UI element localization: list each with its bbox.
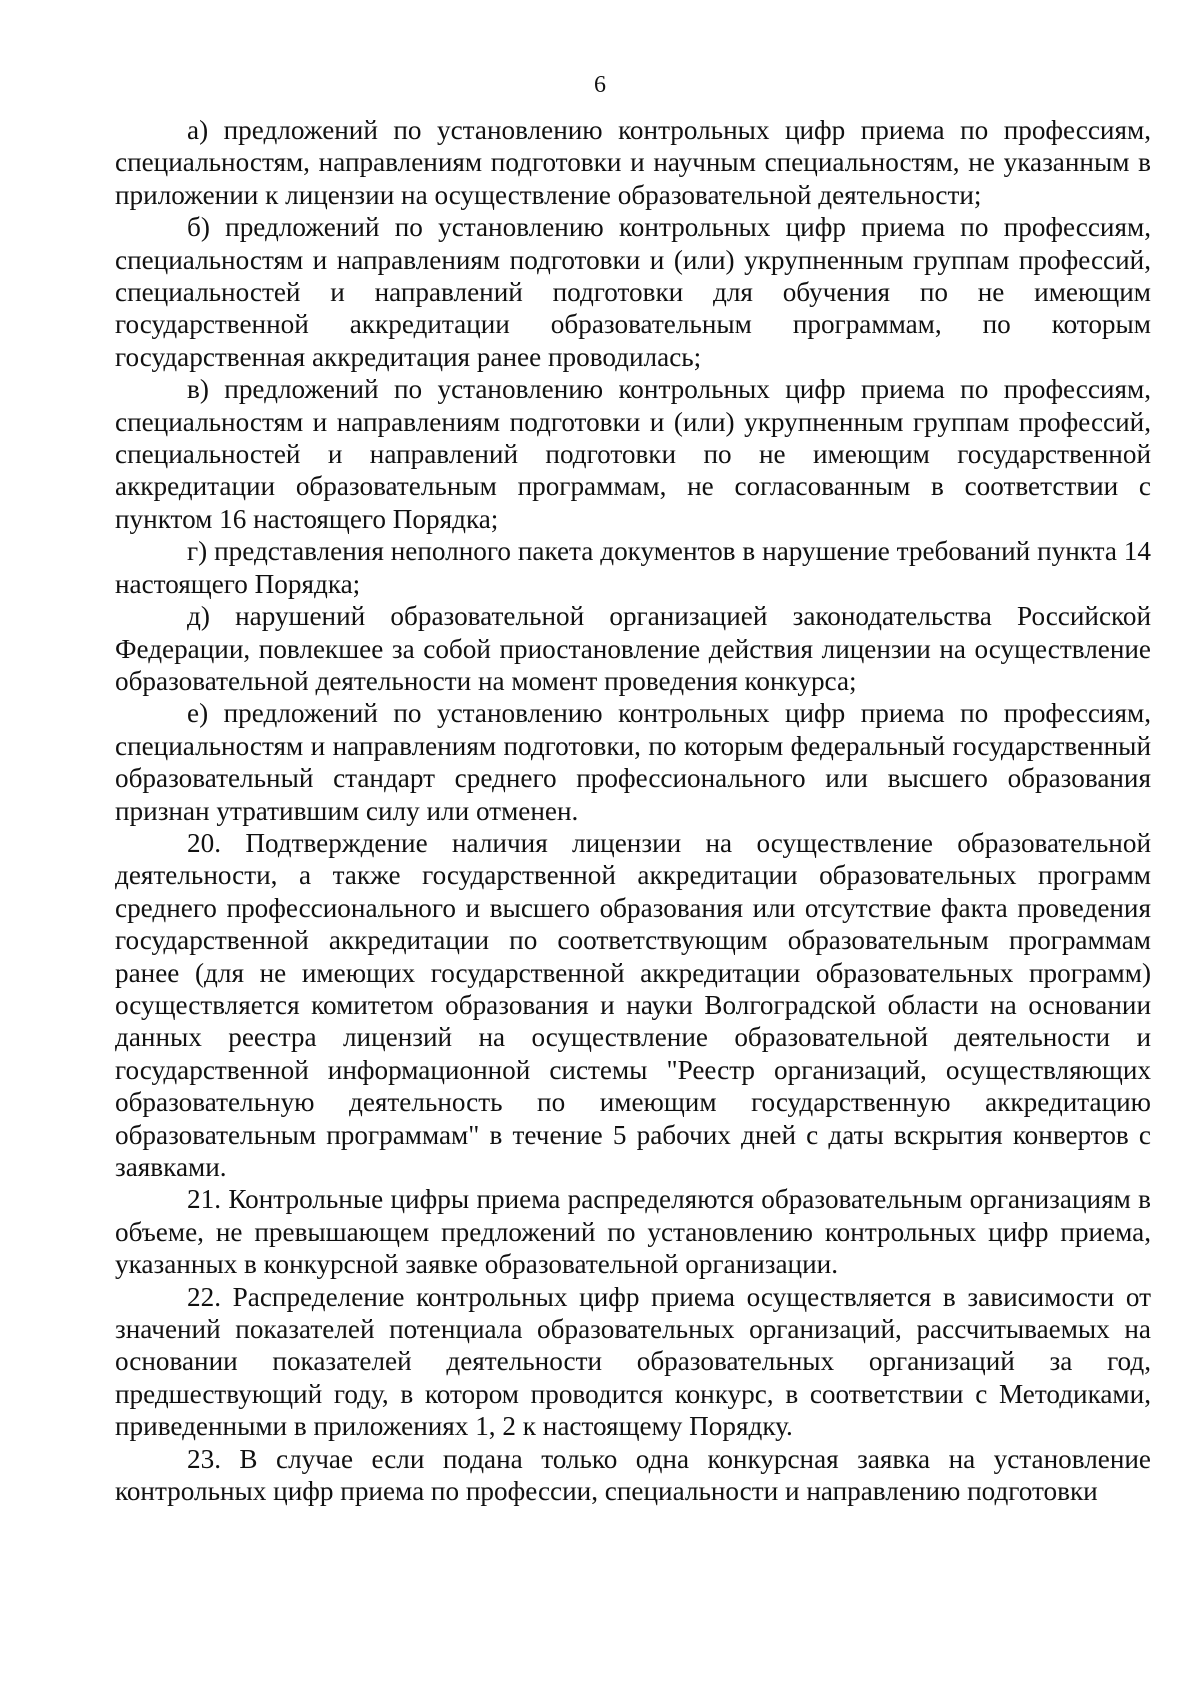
- document-body: [115, 114, 1151, 1507]
- paragraph-clause-23: 23. В случае если подана только одна конкурсная заявка на установление контрольных цифр приема по профессии, специальности и направлению подготовки: [115, 1443, 1151, 1507]
- paragraph-item-v: в) предложений по установлению контрольных цифр приема по профессиям, специальностям и направлениям подготовки и (или) укрупненным группам профессий, специальностей и направлений подготовки по не имеющим государственной аккредитации образовательным программам, не согласованным в соответствии с пунктом 16 настоящего Порядка;: [115, 374, 1151, 534]
- paragraph-item-e: е) предложений по установлению контрольных цифр приема по профессиям, специальностям и направлениям подготовки, по которым федеральный государственный образовательный стандарт среднего профессионального или высшего образования признан утратившим силу или отменен.: [115, 698, 1151, 826]
- paragraph-item-b: б) предложений по установлению контрольных цифр приема по профессиям, специальностям и направлениям подготовки и (или) укрупненным группам профессий, специальностей и направлений подготовки для обучения по не имеющим государственной аккредитации образовательным программам, по которым государственная аккредитация ранее проводилась;: [115, 212, 1151, 372]
- page-number: 6: [594, 72, 606, 98]
- paragraph-item-g: г) представления неполного пакета документов в нарушение требований пункта 14 настоящего Порядка;: [115, 536, 1151, 599]
- paragraph-clause-22: 22. Распределение контрольных цифр приема осуществляется в зависимости от значений показателей потенциала образовательных организаций, рассчитываемых на основании показателей деятельности образовательных организаций за год, предшествующий году, в котором проводится конкурс, в соответствии с Методиками, приведенными в приложениях 1, 2 к настоящему Порядку.: [115, 1281, 1151, 1442]
- paragraph-item-a: а) предложений по установлению контрольных цифр приема по профессиям, специальностям, направлениям подготовки и научным специальностям, не указанным в приложении к лицензии на осуществление образовательной деятельности;: [115, 115, 1151, 210]
- paragraph-item-d: д) нарушений образовательной организацией законодательства Российской Федерации, повлекшее за собой приостановление действия лицензии на осуществление образовательной деятельности на момент проведения конкурса;: [115, 601, 1151, 696]
- paragraph-clause-20: 20. Подтверждение наличия лицензии на осуществление образовательной деятельности, а также государственной аккредитации образовательных программ среднего профессионального и высшего образования или отсутствие факта проведения государственной аккредитации по соответствующим образовательным программам ранее (для не имеющих государственной аккредитации образовательных программ) осуществляется комитетом образования и науки Волгоградской области на основании данных реестра лицензий на осуществление образовательной деятельности и государственной информационной системы "Реестр организаций, осуществляющих образовательную деятельность по имеющим государственную аккредитацию образовательным программам" в течение 5 рабочих дней с даты вскрытия конвертов с заявками.: [115, 827, 1151, 1182]
- paragraph-clause-21: 21. Контрольные цифры приема распределяются образовательным организациям в объеме, не превышающем предложений по установлению контрольных цифр приема, указанных в конкурсной заявке образовательной организации.: [115, 1184, 1151, 1280]
